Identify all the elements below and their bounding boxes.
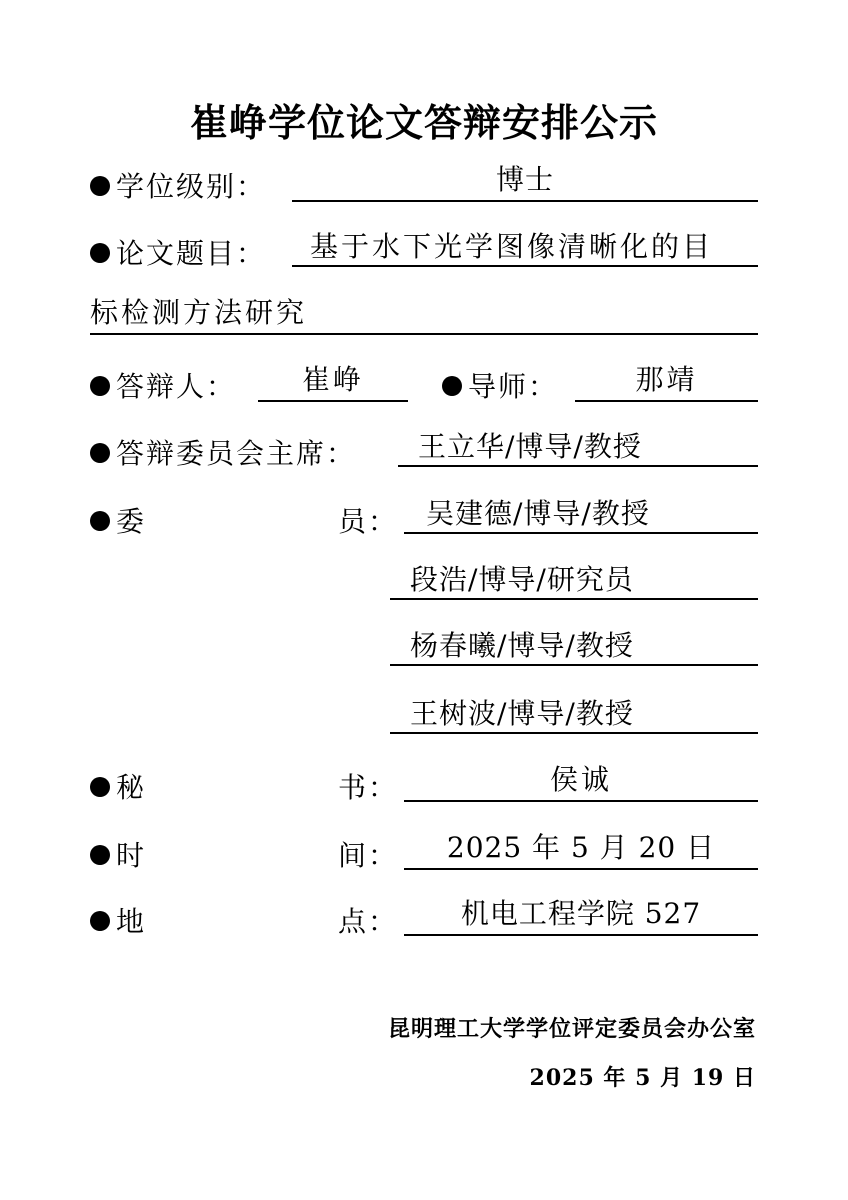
thesis-title-line2: 标检测方法研究 [90, 293, 758, 335]
chair-label: 答辩委员会主席： [116, 437, 357, 470]
bullet-icon [442, 376, 462, 396]
bullet-icon [90, 511, 110, 531]
committee-member: 段浩/博导/研究员 [390, 560, 758, 600]
committee-member: 杨春曦/博导/教授 [390, 626, 758, 666]
secretary-label-right: 书： [338, 771, 399, 804]
thesis-label-row [90, 232, 266, 272]
page-title: 崔峥学位论文答辩安排公示 [189, 101, 658, 145]
location-label-left: 地 [116, 905, 147, 938]
bullet-icon [90, 845, 110, 865]
defender-value: 崔峥 [258, 360, 408, 402]
secretary-value: 侯诚 [404, 760, 758, 802]
location-value: 机电工程学院 527 [404, 894, 758, 936]
bullet-icon [90, 176, 110, 196]
time-label-left-row [90, 834, 146, 874]
bullet-icon [90, 911, 110, 931]
committee-member: 王树波/博导/教授 [390, 694, 758, 734]
degree-label-row [90, 165, 266, 205]
bullet-icon [90, 376, 110, 396]
advisor-value: 那靖 [575, 360, 758, 402]
location-label-right: 点： [338, 905, 399, 938]
thesis-title-line1: 基于水下光学图像清晰化的目 [292, 227, 758, 267]
bullet-icon [90, 443, 110, 463]
advisor-label-row [442, 365, 558, 405]
secretary-label-left-row [90, 766, 146, 806]
time-label-right: 间： [338, 839, 399, 872]
committee-member: 吴建德/博导/教授 [404, 494, 758, 534]
location-label-left-row [90, 900, 146, 940]
defender-label: 答辩人： [116, 370, 237, 403]
time-label-left: 时 [116, 839, 147, 872]
degree-label: 学位级别： [116, 170, 267, 203]
committee-label-right: 员： [338, 505, 399, 538]
time-value: 2025 年 5 月 20 日 [404, 828, 758, 870]
secretary-label-left: 秘 [116, 771, 147, 804]
degree-value: 博士 [292, 160, 758, 202]
bullet-icon [90, 777, 110, 797]
committee-label-left: 委 [116, 505, 147, 538]
chair-label-row [90, 432, 356, 472]
committee-label-left-row [90, 500, 146, 540]
issuing-office: 昆明理工大学学位评定委员会办公室 [387, 1016, 756, 1042]
advisor-label: 导师： [468, 370, 559, 403]
chair-value: 王立华/博导/教授 [398, 427, 758, 467]
bullet-icon [90, 243, 110, 263]
thesis-label: 论文题目： [116, 237, 267, 270]
defender-label-row [90, 365, 236, 405]
issue-date: 2025 年 5 月 19 日 [529, 1065, 756, 1091]
